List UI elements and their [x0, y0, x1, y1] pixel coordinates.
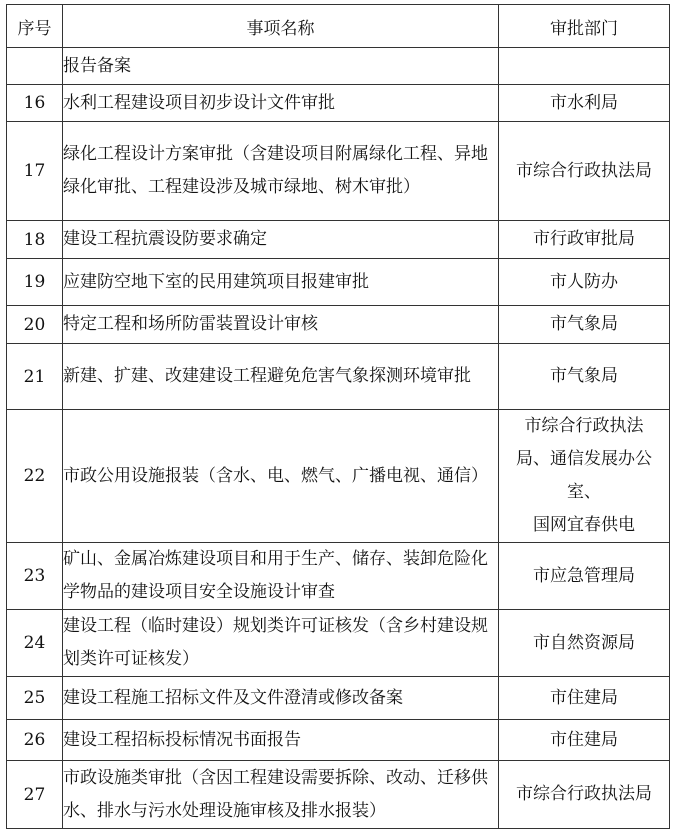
row-department: 市气象局: [499, 344, 670, 410]
row-item-name: 市政设施类审批（含因工程建设需要拆除、改动、迁移供水、排水与污水处理设施审核及排水报装）: [63, 761, 499, 829]
row-department: 市气象局: [499, 306, 670, 344]
row-item-name: 应建防空地下室的民用建筑项目报建审批: [63, 259, 499, 306]
row-number: 27: [7, 761, 63, 829]
row-item-name: 矿山、金属冶炼建设项目和用于生产、储存、装卸危险化学物品的建设项目安全设施设计审查: [63, 543, 499, 610]
table-row: [7, 410, 670, 543]
row-department: 市应急管理局: [499, 543, 670, 610]
row-number: 22: [7, 410, 63, 543]
header-item-name: 事项名称: [63, 5, 499, 48]
row-department: [499, 48, 670, 85]
table-row: [7, 221, 670, 259]
row-item-name: 建设工程招标投标情况书面报告: [63, 720, 499, 761]
row-item-name: 新建、扩建、改建建设工程避免危害气象探测环境审批: [63, 344, 499, 410]
department-line: 室、: [567, 482, 601, 502]
table-row: [7, 720, 670, 761]
header-approval-department: 审批部门: [499, 5, 670, 48]
row-department: 市自然资源局: [499, 610, 670, 677]
table-row: [7, 306, 670, 344]
row-number: 19: [7, 259, 63, 306]
table-row: [7, 344, 670, 410]
department-line: 局、通信发展办公: [516, 449, 652, 469]
header-serial-number: 序号: [7, 5, 63, 48]
table-row: [7, 610, 670, 677]
row-department: 市水利局: [499, 85, 670, 122]
row-department: 市住建局: [499, 677, 670, 720]
row-item-name: 水利工程建设项目初步设计文件审批: [63, 85, 499, 122]
row-item-name: 市政公用设施报装（含水、电、燃气、广播电视、通信）: [63, 410, 499, 543]
row-number: 17: [7, 122, 63, 221]
row-number: 18: [7, 221, 63, 259]
row-department: 市行政审批局: [499, 221, 670, 259]
row-number: 23: [7, 543, 63, 610]
approval-items-table: [6, 4, 670, 829]
row-number: 24: [7, 610, 63, 677]
row-number: 16: [7, 85, 63, 122]
department-line: 市综合行政执法: [524, 416, 644, 436]
row-department: [499, 410, 670, 543]
table-row: [7, 122, 670, 221]
row-number: 25: [7, 677, 63, 720]
row-department: 市人防办: [499, 259, 670, 306]
row-number: 21: [7, 344, 63, 410]
table-row: [7, 259, 670, 306]
table-row: [7, 761, 670, 829]
row-number: [7, 48, 63, 85]
row-item-name: 建设工程抗震设防要求确定: [63, 221, 499, 259]
table-header-row: [7, 5, 670, 48]
row-item-name: 建设工程施工招标文件及文件澄清或修改备案: [63, 677, 499, 720]
table-row: [7, 85, 670, 122]
row-item-name: 报告备案: [63, 48, 499, 85]
row-item-name: 特定工程和场所防雷装置设计审核: [63, 306, 499, 344]
row-department: 市综合行政执法局: [499, 761, 670, 829]
table-row: [7, 543, 670, 610]
row-department: 市住建局: [499, 720, 670, 761]
row-item-name: 绿化工程设计方案审批（含建设项目附属绿化工程、异地绿化审批、工程建设涉及城市绿地、树木审批）: [63, 122, 499, 221]
row-number: 20: [7, 306, 63, 344]
table-row: [7, 48, 670, 85]
row-number: 26: [7, 720, 63, 761]
row-department: 市综合行政执法局: [499, 122, 670, 221]
row-item-name: 建设工程（临时建设）规划类许可证核发（含乡村建设规划类许可证核发）: [63, 610, 499, 677]
table-row: [7, 677, 670, 720]
department-line: 国网宜春供电: [533, 515, 635, 535]
